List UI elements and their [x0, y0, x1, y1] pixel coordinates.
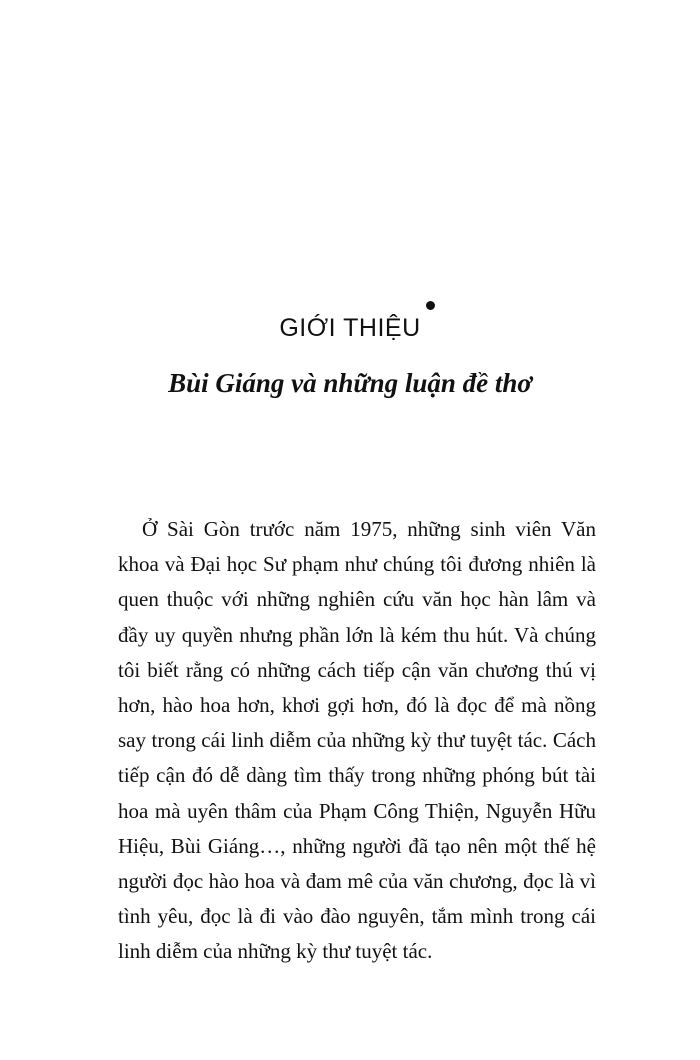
decorative-dot: [426, 301, 435, 310]
paragraph-line: khoa và Đại học Sư phạm như chúng tôi đương nhiên là: [118, 552, 596, 577]
paragraph-line: Hiệu, Bùi Giáng…, những người đã tạo nên một thế hệ: [118, 833, 596, 858]
paragraph-line: Ở Sài Gòn trước năm 1975, những sinh viên Văn: [142, 517, 596, 541]
paragraph-line: hơn, hào hoa hơn, khơi gợi hơn, đó là đọc để mà nồng: [118, 692, 596, 717]
paragraph-line: quen thuộc với những nghiên cứu văn học hàn lâm và: [118, 587, 596, 612]
paragraph-line: tình yêu, đọc là đi vào đào nguyên, tắm mình trong cái: [118, 904, 596, 929]
intro-paragraph: [118, 512, 596, 969]
paragraph-line: hoa mà uyên thâm của Phạm Công Thiện, Nguyễn Hữu: [118, 798, 596, 823]
paragraph-line: say trong cái linh diễm của những kỳ thư tuyệt tác. Cách: [118, 728, 596, 753]
paragraph-line: người đọc hào hoa và đam mê của văn chương, đọc là vì: [118, 868, 596, 893]
paragraph-line: đầy uy quyền nhưng phần lớn là kém thu hút. Và chúng: [118, 622, 596, 647]
chapter-heading: GIỚI THIỆU: [279, 314, 421, 342]
paragraph-line: tiếp cận đó dễ dàng tìm thấy trong những phóng bút tài: [118, 763, 596, 788]
paragraph-line: linh diễm của những kỳ thư tuyệt tác.: [118, 939, 433, 964]
paragraph-line: tôi biết rằng có những cách tiếp cận văn chương thú vị: [118, 657, 596, 682]
chapter-subtitle: Bùi Giáng và những luận đề thơ: [168, 368, 532, 398]
